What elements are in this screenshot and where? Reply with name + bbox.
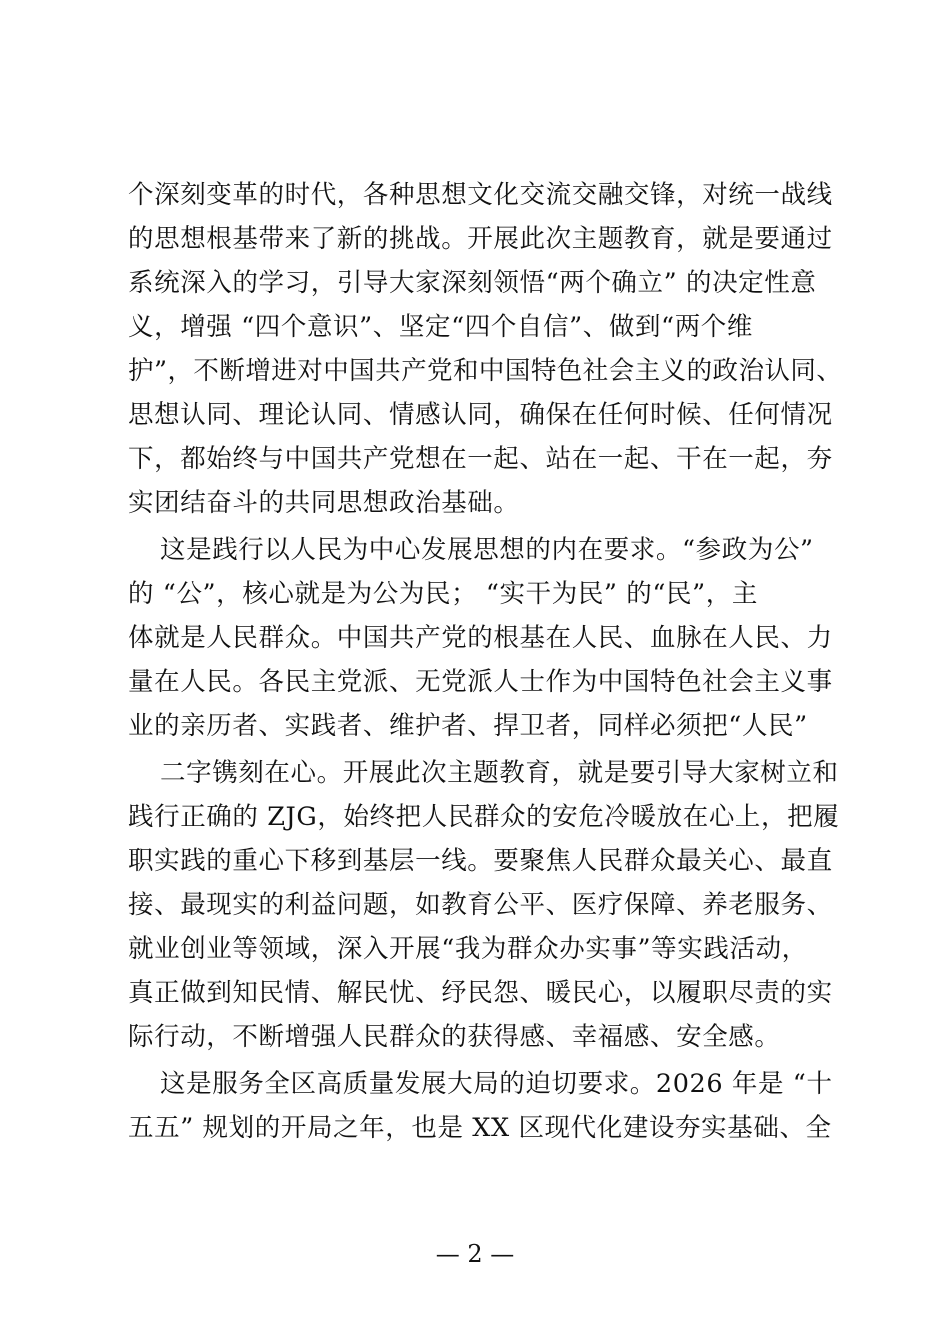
text-line: 践行正确的 ZJG，始终把人民群众的安危冷暖放在心上，把履 — [128, 802, 840, 832]
text-line: 体就是人民群众。中国共产党的根基在人民、血脉在人民、力 — [128, 623, 833, 653]
text-line: 护”，不断增进对中国共产党和中国特色社会主义的政治认同、 — [128, 356, 843, 386]
text-line: 业的亲历者、实践者、维护者、捍卫者，同样必须把“人民” — [128, 711, 808, 741]
text-line: 真正做到知民情、解民忧、纾民怨、暖民心，以履职尽责的实 — [128, 978, 833, 1008]
text-line: 系统深入的学习，引导大家深刻领悟“两个确立” 的决定性意 — [128, 268, 817, 298]
text-line: 义，增强 “四个意识”、坚定“四个自信”、做到“两个维 — [128, 312, 753, 342]
text-line: 的思想根基带来了新的挑战。开展此次主题教育，就是要通过 — [128, 224, 833, 254]
text-line: 下，都始终与中国共产党想在一起、站在一起、干在一起，夯 — [128, 444, 833, 474]
text-line: 就业创业等领域，深入开展“我为群众办实事”等实践活动， — [128, 934, 808, 964]
text-line: 思想认同、理论认同、情感认同，确保在任何时候、任何情况 — [128, 400, 833, 430]
text-line: 的 “公”，核心就是为公为民； “实干为民” 的“民”，主 — [128, 579, 758, 609]
paragraph-first-line: 二字镌刻在心。开展此次主题教育，就是要引导大家树立和 — [160, 758, 839, 788]
text-line: 实团结奋斗的共同思想政治基础。 — [128, 488, 520, 518]
text-line: 接、最现实的利益问题，如教育公平、医疗保障、养老服务、 — [128, 890, 833, 920]
text-line: 量在人民。各民主党派、无党派人士作为中国特色社会主义事 — [128, 667, 833, 697]
paragraph-first-line: 这是服务全区高质量发展大局的迫切要求。2026 年是 “十 — [160, 1069, 833, 1099]
text-line: 职实践的重心下移到基层一线。要聚焦人民群众最关心、最直 — [128, 846, 833, 876]
text-line: 五五” 规划的开局之年，也是 XX 区现代化建设夯实基础、全 — [128, 1113, 832, 1143]
paragraph-first-line: 这是践行以人民为中心发展思想的内在要求。“参政为公” — [160, 535, 814, 565]
text-line: 个深刻变革的时代，各种思想文化交流交融交锋，对统一战线 — [128, 180, 833, 210]
text-line: 际行动，不断增强人民群众的获得感、幸福感、安全感。 — [128, 1022, 781, 1052]
page-number: — 2 — — [435, 1240, 515, 1268]
